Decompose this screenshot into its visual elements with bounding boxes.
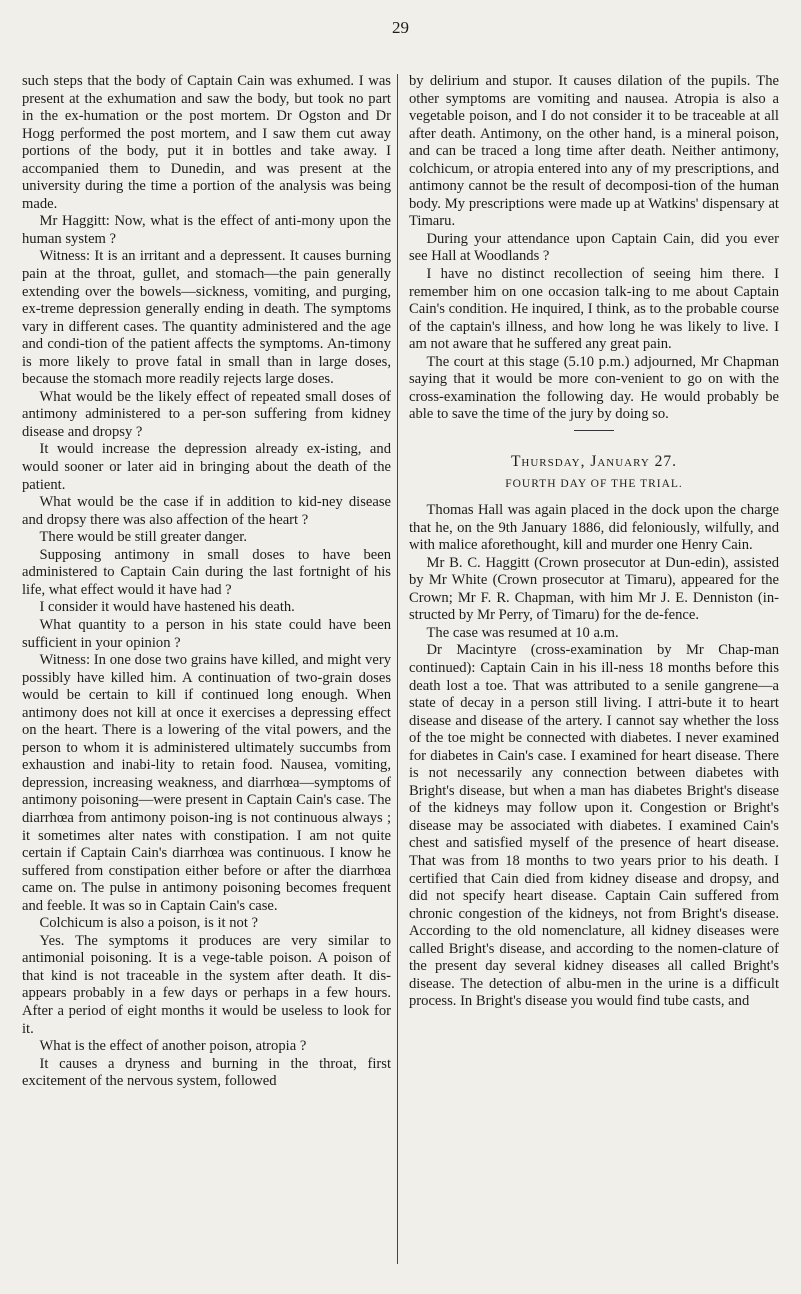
paragraph: During your attendance upon Captain Cain, did you ever see Hall at Woodlands ? <box>409 230 779 265</box>
paragraph: It would increase the depression already ex-isting, and would sooner or later aid in bringing about the death of the patient. <box>22 441 391 493</box>
paragraph: Mr B. C. Haggitt (Crown prosecutor at Dun-edin), assisted by Mr White (Crown prosecutor at Timaru), appeared for the Crown; Mr F. R. Chapman, with him Mr J. E. Denniston (in-structed by Mr Perry, of Timaru) for the de-fence. <box>409 554 779 624</box>
paragraph: Witness: In one dose two grains have killed, and might very possibly have killed him. A continuation of two-grain doses would be certain to kill if continued long enough. When antimony does not kill at once it exercises a depressing effect on the heart. There is a lowering of the vital powers, and the person to whom it is administered ultimately succumbs from exhaustion and inabi-lity to retain food. Nausea, vomiting, depression, increasing weakness, and diarrhœa—symptoms of antimony poisoning—were present in Captain Cain's case. The diarrhœa from antimony poison-ing is not continuous always ; it sometimes alter nates with constipation. I am not quite certain if Captain Cain's diarrhœa was continuous. I know he suffered from constipation either before or after the diarrhœa came on. The pulse in antimony poisoning becomes frequent and feeble. It was so in Captain Cain's case. <box>22 652 391 914</box>
left-column <box>22 73 391 1091</box>
paragraph: I have no distinct recollection of seeing him there. I remember him on one occasion talk-ing to me about Captain Cain's condition. He inquired, I think, as to the probable course of the captain's illness, and how long he was likely to live. I am not aware that he suffered any great pain. <box>409 266 779 353</box>
paragraph: There would be still greater danger. <box>39 529 247 546</box>
section-separator <box>574 430 614 431</box>
paragraph: Colchicum is also a poison, is it not ? <box>39 915 259 932</box>
paragraph: Mr Haggitt: Now, what is the effect of anti-mony upon the human system ? <box>22 213 391 247</box>
paragraph: Witness: It is an irritant and a depressent. It causes burning pain at the throat, gullet, and stomach—the pain generally extending over the bowels—sickness, vomiting, and purging, ex-treme depression generally ending in death. The symptoms vary in different cases. The quantity administered and the age and condi-tion of the patient affects the symptoms. An-timony is more likely to prove fatal in small than in large doses, because the stomach more readily rejects large doses. <box>22 248 391 388</box>
right-column <box>409 73 779 1011</box>
paragraph: such steps that the body of Captain Cain was exhumed. I was present at the exhumation and saw the body, but took no part in the ex-humation or the post mortem. Dr Ogston and Dr Hogg performed the post mortem, and I saw them cut away portions of the body, put it in bottles and take away. I accompanied them to Dunedin, and was present at the university during the time a portion of the analysis was being made. <box>22 73 391 212</box>
paragraph: Supposing antimony in small doses to have been administered to Captain Cain during the last fortnight of his life, what effect would it have had ? <box>22 546 391 598</box>
paragraph: Yes. The symptoms it produces are very similar to antimonial poisoning. It is a vege-table poison. A poison of that kind is not traceable in the system after death. It dis-appears probably in a few days or perhaps in a few hours. After a period of eight months it would be useless to look for it. <box>22 932 391 1037</box>
paragraph: What would be the case if in addition to kid-ney disease and dropsy there was also affection of the heart ? <box>22 494 391 528</box>
paragraph: The court at this stage (5.10 p.m.) adjourned, Mr Chapman saying that it would be more con-venient to go on with the cross-examination the following day. He would probably be able to save the time of the jury by doing so. <box>409 353 779 423</box>
paragraph: Dr Macintyre (cross-examination by Mr Chap-man continued): Captain Cain in his ill-ness 18 months before this death lost a toe. That was attributed to a senile gangrene—a state of decay in a person still living. I attri-bute it to heart disease and disease of the artery. I cannot say whether the loss of the toe might be connected with diabetes. I never examined for diabetes in Cain's case. I examined for heart disease. There is not necessarily any connection between diabetes with Bright's disease, but when a man has diabetes Bright's disease of the kidneys may follow upon it. Congestion or Bright's disease may be associated with diabetes. I examined Cain's chest and satisfied myself of the presence of heart disease. That was from 18 months to two years prior to his death. I certified that Cain died from kidney disease and dropsy, and did not specify heart disease. Captain Cain suffered from chronic congestion of the kidneys, not from Bright's disease. According to the old nomenclature, all kidney diseases were called Bright's disease, and according to the nomen-clature of the present day several kidney diseases all called Bright's disease. The detection of albu-men in the urine is a difficult process. In Bright's disease you would find tube casts, and <box>409 642 779 1010</box>
paragraph: The case was resumed at 10 a.m. <box>426 624 619 641</box>
section-subheading: FOURTH DAY OF THE TRIAL. <box>505 478 683 491</box>
paragraph: I consider it would have hastened his death. <box>39 599 295 616</box>
paragraph: What would be the likely effect of repeated small doses of antimony administered to a per-son suffering from kidney disease and dropsy ? <box>22 388 391 440</box>
paragraph: Thomas Hall was again placed in the dock upon the charge that he, on the 9th January 1886, did feloniously, wilfully, and with malice aforethought, kill and murder one Henry Cain. <box>409 502 779 554</box>
column-divider <box>397 74 398 1264</box>
paragraph: It causes a dryness and burning in the throat, first excitement of the nervous system, followed <box>22 1055 391 1090</box>
paragraph: by delirium and stupor. It causes dilation of the pupils. The other symptoms are vomiting and nausea. Atropia is also a vegetable poison, and I do not consider it to be traceable at all after death. Antimony, on the other hand, is a mineral poison, and can be traced a long time after death. Neither antimony, colchicum, or atropia entered into any of my prescriptions, and antimony cannot be the result of decomposi-tion of the human body. My prescriptions were made up at Watkins' dispensary at Timaru. <box>409 73 779 230</box>
paragraph: What is the effect of another poison, atropia ? <box>39 1038 307 1055</box>
section-heading: Thursday, January 27. <box>510 452 678 470</box>
paragraph: What quantity to a person in his state could have been sufficient in your opinion ? <box>22 616 391 651</box>
page-number: 29 <box>392 18 409 37</box>
